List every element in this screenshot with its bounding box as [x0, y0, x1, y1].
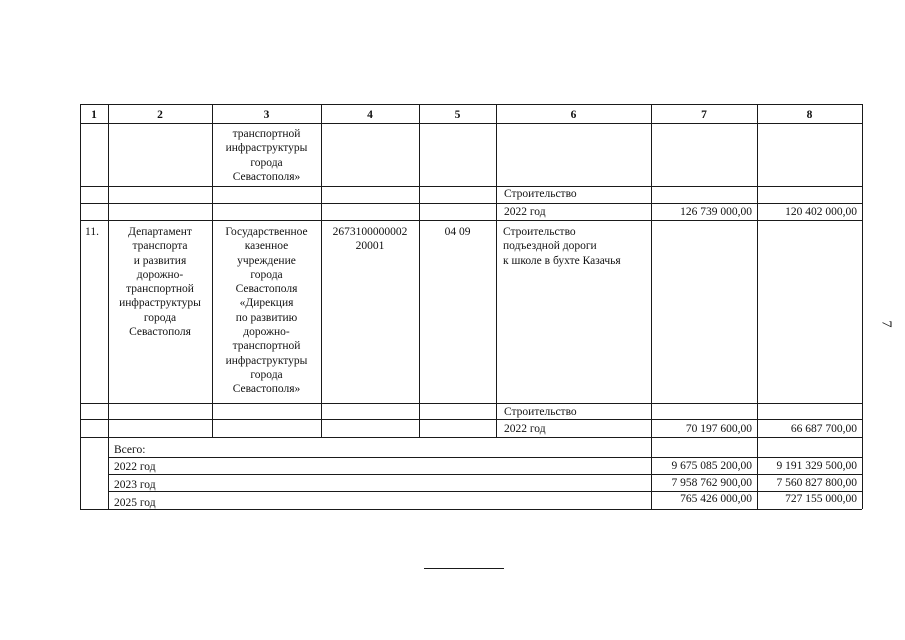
- table-vline: [321, 104, 322, 437]
- table-vline: [757, 104, 758, 509]
- row11-number: 11.: [85, 226, 99, 238]
- cont-customer: транспортной инфраструктуры города Севастополя»: [225, 128, 308, 183]
- row11-value-8: 66 687 700,00: [790, 423, 857, 435]
- row11-object: Строительство подъездной дороги к школе в бухте Казачья: [503, 226, 621, 267]
- cont-year: 2022 год: [504, 206, 546, 218]
- row11-customer: Государственное казенное учреждение города Севастополя «Дирекция по развитию дорожно- транспортной инфраструктуры города Севастополя»: [225, 226, 308, 396]
- totals-value-7: 765 426 000,00: [680, 493, 752, 505]
- row11-code: 2673100000002 20001: [332, 226, 408, 253]
- table-hline: [80, 437, 862, 438]
- table-vline: [419, 104, 420, 437]
- table-top-border: [80, 104, 862, 105]
- totals-year: 2025 год: [114, 497, 156, 509]
- totals-year: 2023 год: [114, 479, 156, 491]
- row11-label: Строительство: [504, 406, 577, 418]
- cont-label: Строительство: [504, 188, 577, 200]
- header-col-6: 6: [570, 109, 577, 121]
- footnote-rule: [424, 568, 504, 569]
- header-col-1: 1: [91, 109, 97, 121]
- row11-section: 04 09: [444, 226, 471, 238]
- totals-value-8: 7 560 827 800,00: [776, 477, 857, 489]
- totals-year: 2022 год: [114, 461, 156, 473]
- totals-value-7: 9 675 085 200,00: [671, 460, 752, 472]
- totals-value-7: 7 958 762 900,00: [671, 477, 752, 489]
- row11-value-7: 70 197 600,00: [685, 423, 752, 435]
- header-col-2: 2: [157, 109, 163, 121]
- table-hline: [108, 474, 862, 475]
- header-col-7: 7: [701, 109, 707, 121]
- table-hline: [80, 186, 862, 187]
- table-hline: [80, 203, 862, 204]
- page-number: 7: [878, 320, 894, 328]
- row11-department: Департамент транспорта и развития дорожно- транспортной инфраструктуры города Севастополя: [119, 226, 201, 339]
- table-bottom-border: [80, 509, 862, 510]
- header-col-8: 8: [806, 109, 813, 121]
- table-hline: [80, 403, 862, 404]
- table-vline: [496, 104, 497, 437]
- table-header-rule: [80, 123, 862, 124]
- table-hline: [108, 457, 862, 458]
- header-col-3: 3: [263, 109, 270, 121]
- totals-label: Всего:: [114, 444, 146, 456]
- table-vline: [80, 104, 81, 509]
- table-vline: [862, 104, 863, 509]
- cont-value-8: 120 402 000,00: [785, 206, 857, 218]
- table-hline: [80, 220, 862, 221]
- cont-value-7: 126 739 000,00: [680, 206, 752, 218]
- table-hline: [80, 419, 862, 420]
- row11-year: 2022 год: [504, 423, 546, 435]
- header-col-4: 4: [367, 109, 373, 121]
- totals-value-8: 727 155 000,00: [785, 493, 857, 505]
- totals-value-8: 9 191 329 500,00: [776, 460, 857, 472]
- header-col-5: 5: [454, 109, 461, 121]
- table-vline: [651, 104, 652, 509]
